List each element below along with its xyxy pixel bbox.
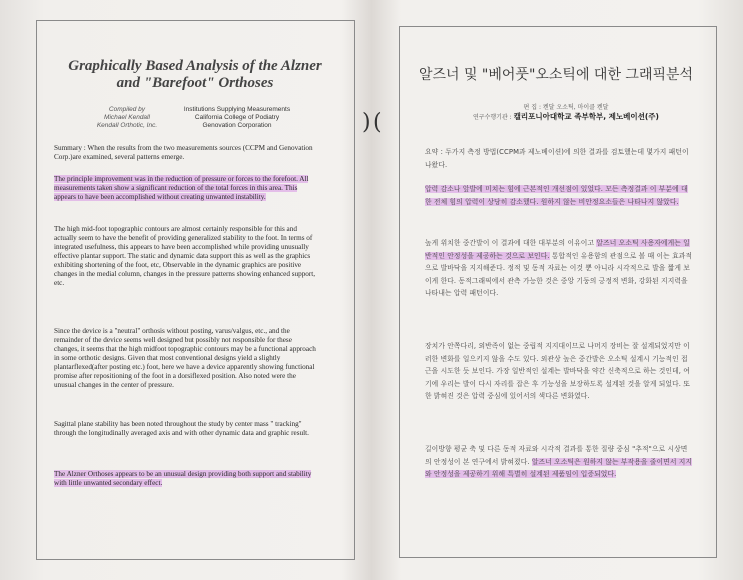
- binding-bracket-left: ): [362, 110, 371, 135]
- korean-title: 알즈너 및 "베어풋"오소틱에 대한 그래픽분석: [418, 67, 694, 83]
- highlight-mark: The Alzner Orthoses appears to be an unusual design providing both support and stability with little unwanted secondary effect.: [54, 470, 312, 487]
- compiler-name: Michael Kendall: [104, 114, 150, 121]
- institution-name-1: California College of Podiatry: [194, 114, 280, 121]
- korean-paragraph-conclusion: 길이방향 평균 축 및 다른 동적 자료와 시각적 결과를 통한 질량 중심 "추적"으로 시상면의 안정성이 본 연구에서 밝혀졌다. 알즈너 오소틱은 원하지 않는 부작용을 줄이면서 지지와 안정성을 제공하기 위해 특별히 설계된 제품임이 입증되었다.: [425, 445, 693, 478]
- english-title: [44, 58, 346, 92]
- compiler-credit: [82, 106, 172, 130]
- compiler-label: Compiled by: [108, 106, 146, 113]
- english-paragraph-sagittal: Sagittal plane stability has been noted throughout the study by center mass " tracking" through the longitudinally averaged axis and with other dynamic data and graphic result.: [54, 420, 309, 437]
- english-paragraph-contours: The high mid-foot topographic contours are almost certainly responsible for this and actually seem to have the benefit of providing generalized stability to the foot. In terms of integrated usefulness, this appears to have been accomplished while providing unusually effective plantar support. The static and dynamic data support this as well as the graphics exhibiting shortening of the foot, etc, Observable in the dynamic graphics are positive changes in the medial column, changes in the pressure patterns showing enhanced support, etc.: [54, 225, 316, 287]
- english-title-line2: and "Barefoot" Orthoses: [116, 75, 274, 91]
- institution-name-2: Genovation Corporation: [202, 122, 272, 129]
- highlight-mark: 알즈너 오소틱 사용자에게는 일반적인 안정성을 제공하는 것으로 보인다.: [425, 239, 690, 260]
- institution-credit: [172, 106, 302, 130]
- korean-paragraph-improvement: [425, 183, 693, 208]
- left-page: [0, 0, 371, 580]
- korean-institution-credit: [431, 113, 701, 122]
- english-paragraph-summary: Summary : When the results from the two measurements sources (CCPM and Genovation Corp.)are examined, several patterns emerge.: [54, 144, 313, 161]
- highlight-mark: 압력 감소나 앞발에 미치는 힘에 근본적인 개선점이 있었다. 모든 측정결과 이 부분에 대한 전체 힘의 압력이 상당히 감소했다. 원하지 않는 비안정요소들은 나타나지 않았다.: [425, 185, 688, 206]
- institution-name-ko: 캘리포니아대학교 족부학부, 제노베이션(주): [513, 112, 659, 121]
- english-paragraph-conclusion: [54, 470, 316, 488]
- english-paragraph-device: Since the device is a "neutral" orthosis without posting, varus/valgus, etc., and the remainder of the device seems well designed but possibly not responsible for these changes, it seems that the high midfoot topographic contours may be a functional approach in some orthotic designs. Given that most conventional designs yield a slightly plantarflexed(after posting etc.) foot, here we have a device apparently showing functional promise after repositioning of the foot in a dorsiflexed position. Also noted were the unusual changes in the center of pressure.: [54, 327, 316, 389]
- highlight-mark: 알즈너 오소틱은 원하지 않는 부작용을 줄이면서 지지와 안정성을 제공하기 위해 특별히 설계된 제품임이 입증되었다.: [425, 457, 693, 478]
- english-paragraph-improvement: [54, 175, 316, 202]
- highlight-mark: The principle improvement was in the reduction of pressure or forces to the forefoot. All measurements taken show a significant reduction of the total forces in this area. This appears to have been accomplished without creating unwanted instability.: [54, 175, 309, 201]
- korean-paragraph-device: 장치가 안쪽다리, 외반족이 없는 중립적 지지대이므로 나머지 장비는 잘 설계되었지만 이러한 변화를 일으키지 않을 수도 있다. 외관상 높은 중간발은 오소틱 설계시 기능적인 접근을 시도한 듯 보인다. 가장 일반적인 설계는 발바닥을 약간 신축적으로 하는 것인데, 여기에 우리는 발이 다시 자리를 잡은 후 기능성을 보장하도록 설계된 것을 알게 되었다. 또한 밝혀진 것은 압력 중심에 있어서의 색다른 변화였다.: [425, 342, 690, 400]
- korean-editor-credit: 편 집 : 켄달 오소틱, 마이클 켄달: [523, 104, 609, 111]
- compiler-company: Kendall Orthotic, Inc.: [96, 122, 158, 129]
- institution-label-ko: 연구수행기관 :: [473, 114, 512, 121]
- korean-paragraph-summary: 요약 : 두가지 측정 방법(CCPM과 제노베이션)에 의한 결과를 검토했는데 몇가지 패턴이 나왔다.: [425, 148, 689, 169]
- korean-paragraph-contours: 높게 위치한 중간발이 이 결과에 대한 대부분의 이유이고 알즈너 오소틱 사용자에게는 일반적인 안정성을 제공하는 것으로 보인다. 통합적인 유용함의 관점으로 볼 때 이는 효과적으로 발바닥을 지지해준다. 정적 및 동적 자료는 이것 뿐 아니라 시각적으로 발을 짧게 보이게 한다. 동적그래픽에서 관측 가능한 것은 중앙 기둥의 긍정적 변화, 강화된 지지력을 나타내는 압력 패턴이다.: [425, 239, 693, 297]
- institution-label: Institutions Supplying Measurements: [183, 106, 291, 113]
- right-page: [371, 0, 743, 580]
- binding-bracket-right: (: [373, 110, 382, 135]
- english-title-line1: Graphically Based Analysis of the Alzner: [68, 58, 322, 74]
